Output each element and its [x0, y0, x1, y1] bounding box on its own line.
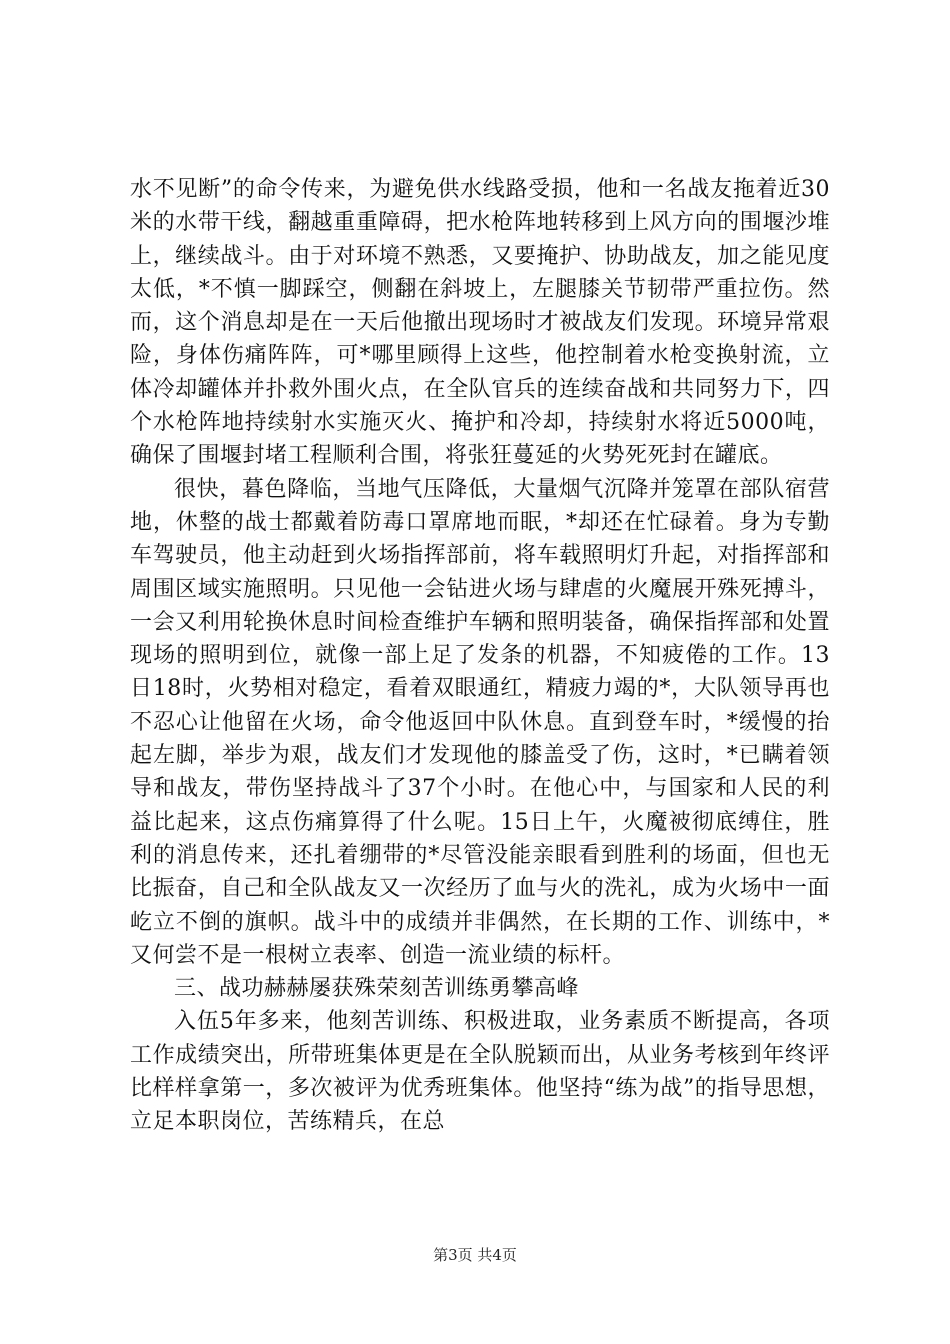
- paragraph-training: 入伍5年多来，他刻苦训练、积极进取，业务素质不断提高，各项工作成绩突出，所带班集体更是在全队脱颖而出，从业务考核到年终评比样样拿第一，多次被评为优秀班集体。他坚持“练为战”的指导思想，立足本职岗位，苦练精兵，在总: [130, 1009, 830, 1135]
- page-footer: [0, 1245, 950, 1265]
- page-number-label: 第3页 共4页: [433, 1246, 517, 1264]
- section-heading-3: 三、战功赫赫屡获殊荣刻苦训练勇攀高峰: [174, 976, 580, 1002]
- paragraph-continuation: 水不见断”的命令传来，为避免供水线路受损，他和一名战友拖着近30米的水带干线，翻越重重障碍，把水枪阵地转移到上风方向的围堰沙堆上，继续战斗。由于对环境不熟悉，又要掩护、协助战友，加之能见度太低，*不慎一脚踩空，侧翻在斜坡上，左腿膝关节韧带严重拉伤。然而，这个消息却是在一天后他撤出现场时才被战友们发现。环境异常艰险，身体伤痛阵阵，可*哪里顾得上这些，他控制着水枪变换射流，立体冷却罐体并扑救外围火点，在全队官兵的连续奋战和共同努力下，四个水枪阵地持续射水实施灭火、掩护和冷却，持续射水将近5000吨，确保了围堰封堵工程顺利合围，将张狂蔓延的火势死死封在罐底。: [130, 177, 830, 469]
- paragraph-dusk: 很快，暮色降临，当地气压降低，大量烟气沉降并笼罩在部队宿营地，休整的战士都戴着防毒口罩席地而眠，*却还在忙碌着。身为专勤车驾驶员，他主动赶到火场指挥部前，将车载照明灯升起，对指挥部和周围区域实施照明。只见他一会钻进火场与肆虐的火魔展开殊死搏斗，一会又利用轮换休息时间检查维护车辆和照明装备，确保指挥部和处置现场的照明到位，就像一部上足了发条的机器，不知疲倦的工作。13日18时，火势相对稳定，看着双眼通红，精疲力竭的*，大队领导再也不忍心让他留在火场，命令他返回中队休息。直到登车时，*缓慢的抬起左脚，举步为艰，战友们才发现他的膝盖受了伤，这时，*已瞒着领导和战友，带伤坚持战斗了37个小时。在他心中，与国家和人民的利益比起来，这点伤痛算得了什么呢。15日上午，火魔被彻底缚住，胜利的消息传来，还扎着绷带的*尽管没能亲眼看到胜利的场面，但也无比振奋，自己和全队战友又一次经历了血与火的洗礼，成为火场中一面屹立不倒的旗帜。战斗中的成绩并非偶然，在长期的工作、训练中，*又何尝不是一根树立表率、创造一流业绩的标杆。: [130, 476, 830, 968]
- document-body: [130, 173, 830, 1139]
